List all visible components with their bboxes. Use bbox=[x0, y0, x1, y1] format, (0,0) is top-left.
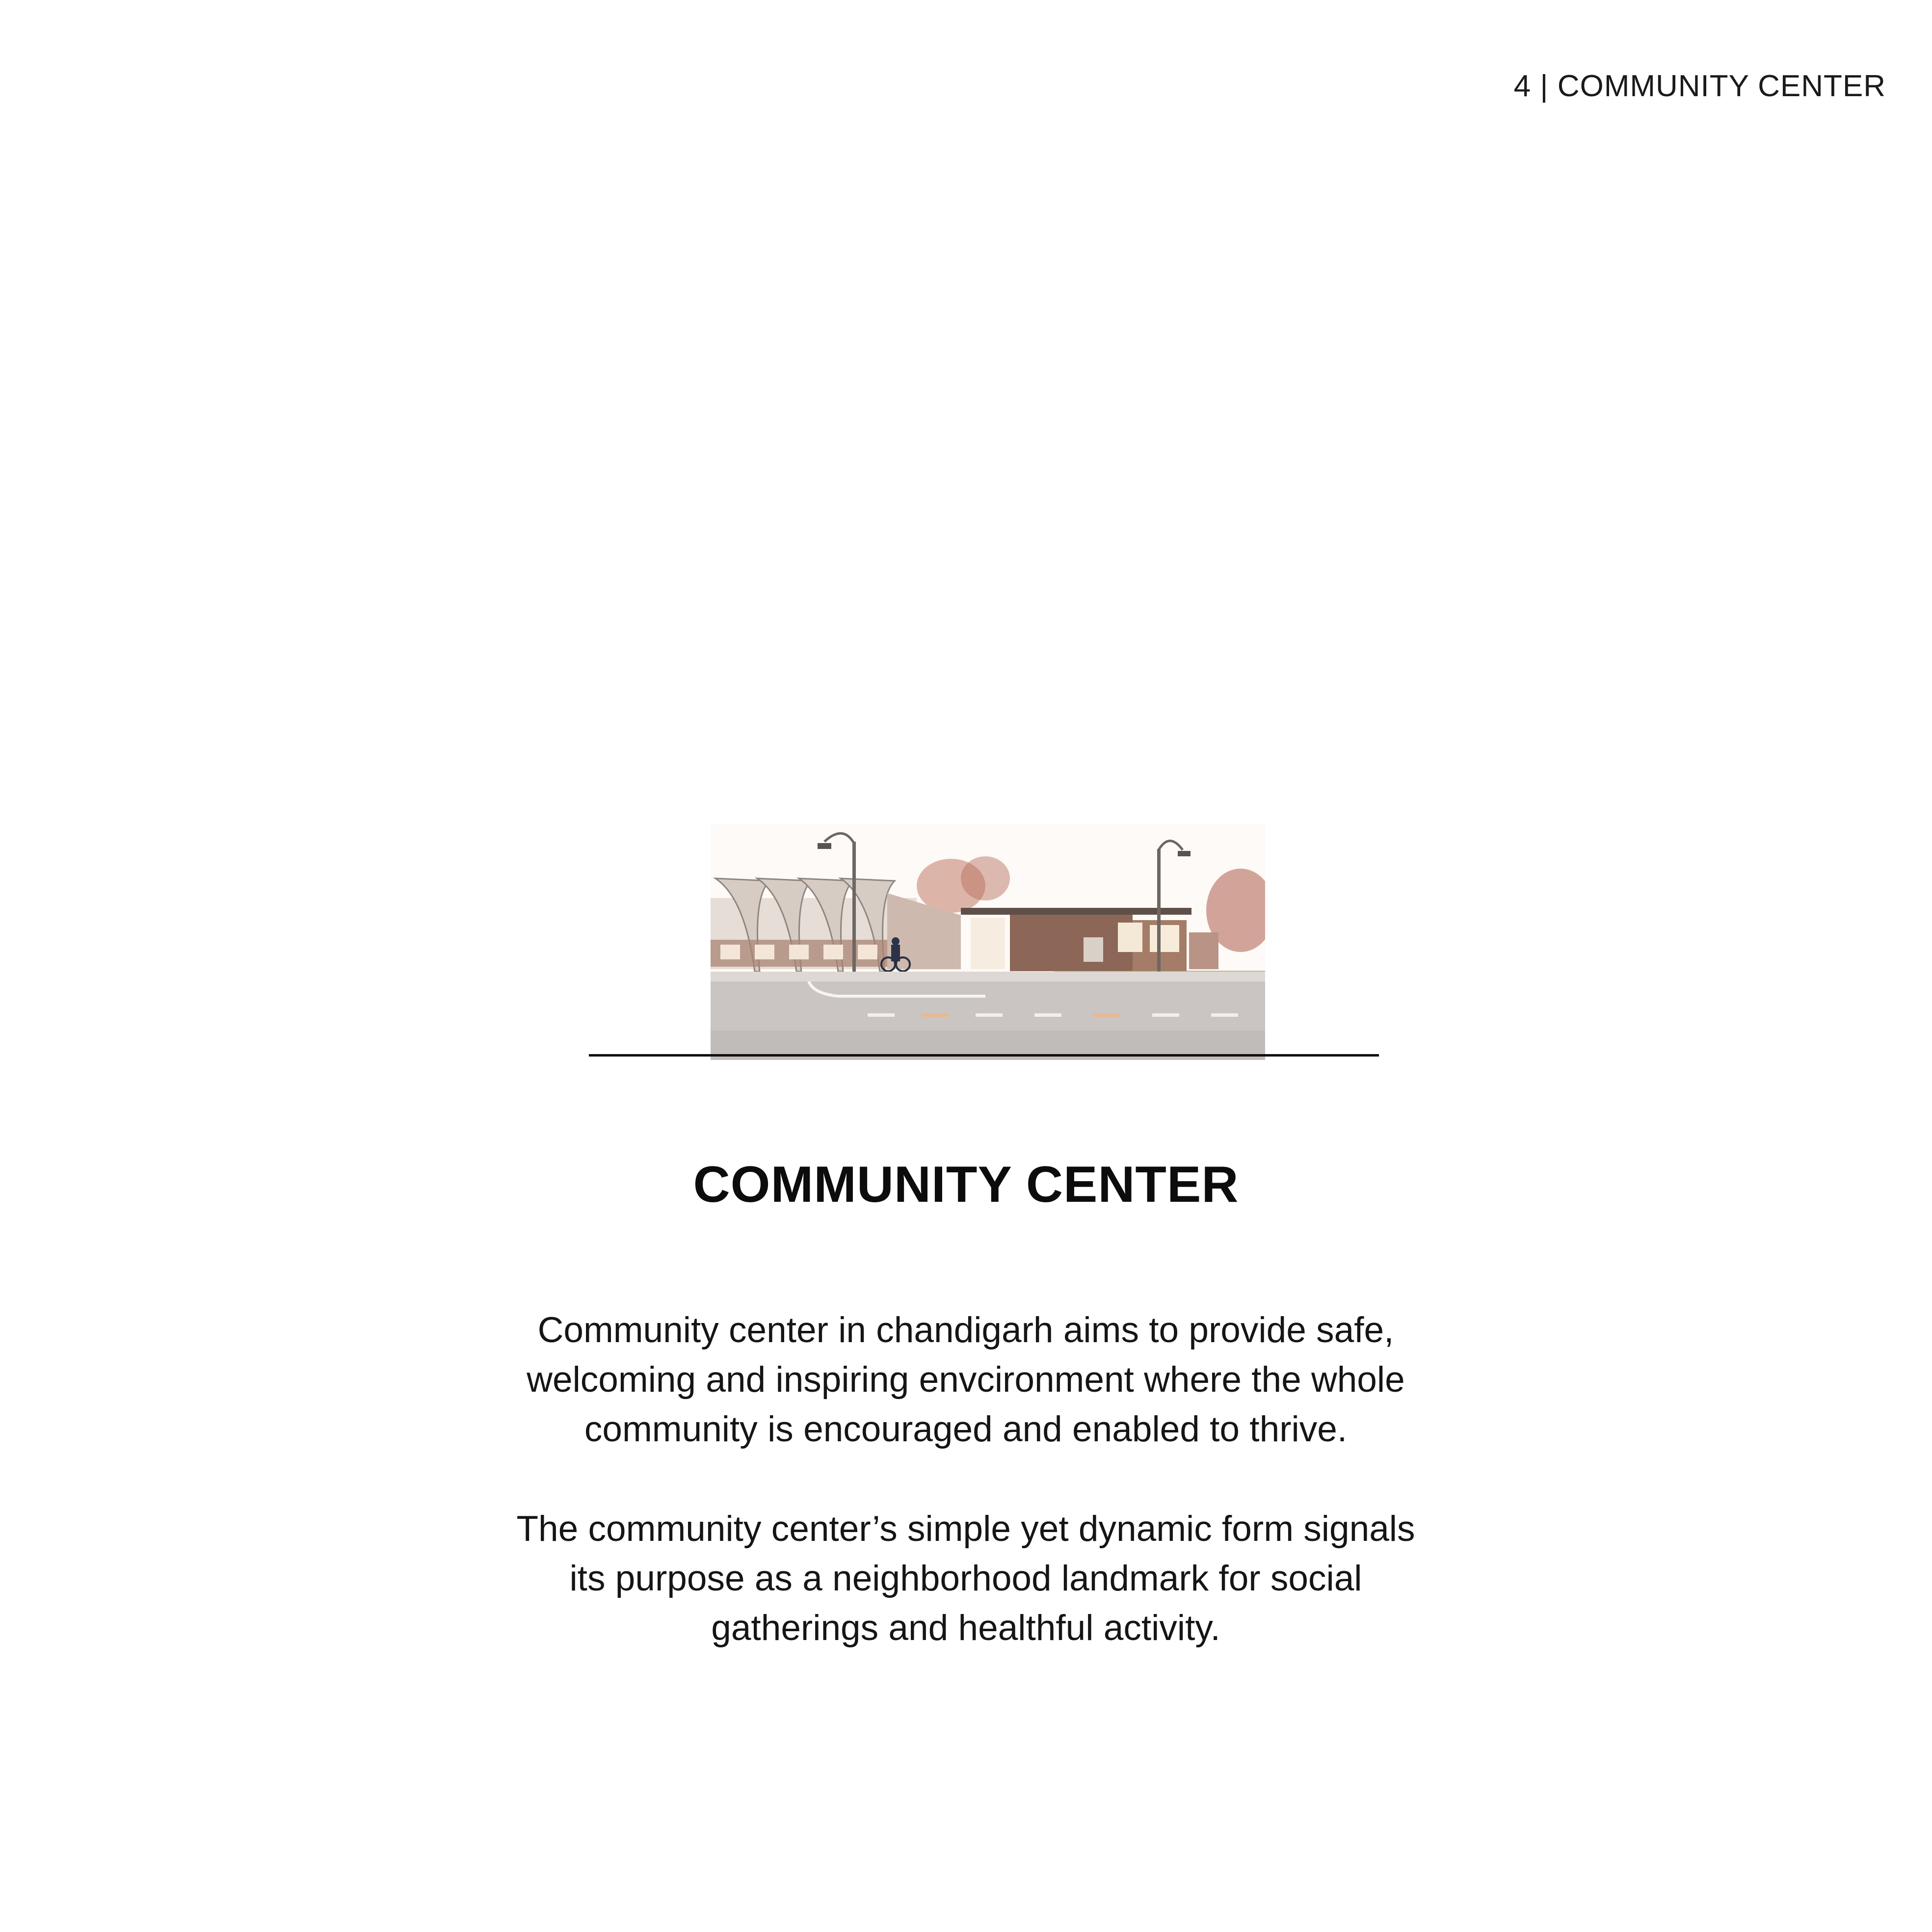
text-line: gatherings and healthful activity. bbox=[711, 1608, 1220, 1648]
text-line: its purpose as a neighborhood landmark for social bbox=[569, 1559, 1362, 1598]
paragraph-form bbox=[475, 1504, 1456, 1653]
running-header: 4 | COMMUNITY CENTER bbox=[1513, 69, 1886, 103]
tree-mid bbox=[961, 856, 1010, 900]
sidewalk bbox=[711, 972, 1265, 981]
hero-image bbox=[711, 824, 1265, 1060]
text-line: welcoming and inspiring envcironment where the whole bbox=[527, 1360, 1405, 1400]
text-line: community is encouraged and enabled to thrive. bbox=[584, 1409, 1348, 1449]
page-title: COMMUNITY CENTER bbox=[693, 1156, 1239, 1213]
text-line: The community center’s simple yet dynamic form signals bbox=[516, 1509, 1415, 1549]
paragraph-intro bbox=[475, 1305, 1456, 1454]
community-center-street-illustration bbox=[711, 824, 1265, 1060]
text-line: Community center in chandigarh aims to provide safe, bbox=[537, 1310, 1394, 1350]
ground-line bbox=[589, 1054, 1379, 1057]
